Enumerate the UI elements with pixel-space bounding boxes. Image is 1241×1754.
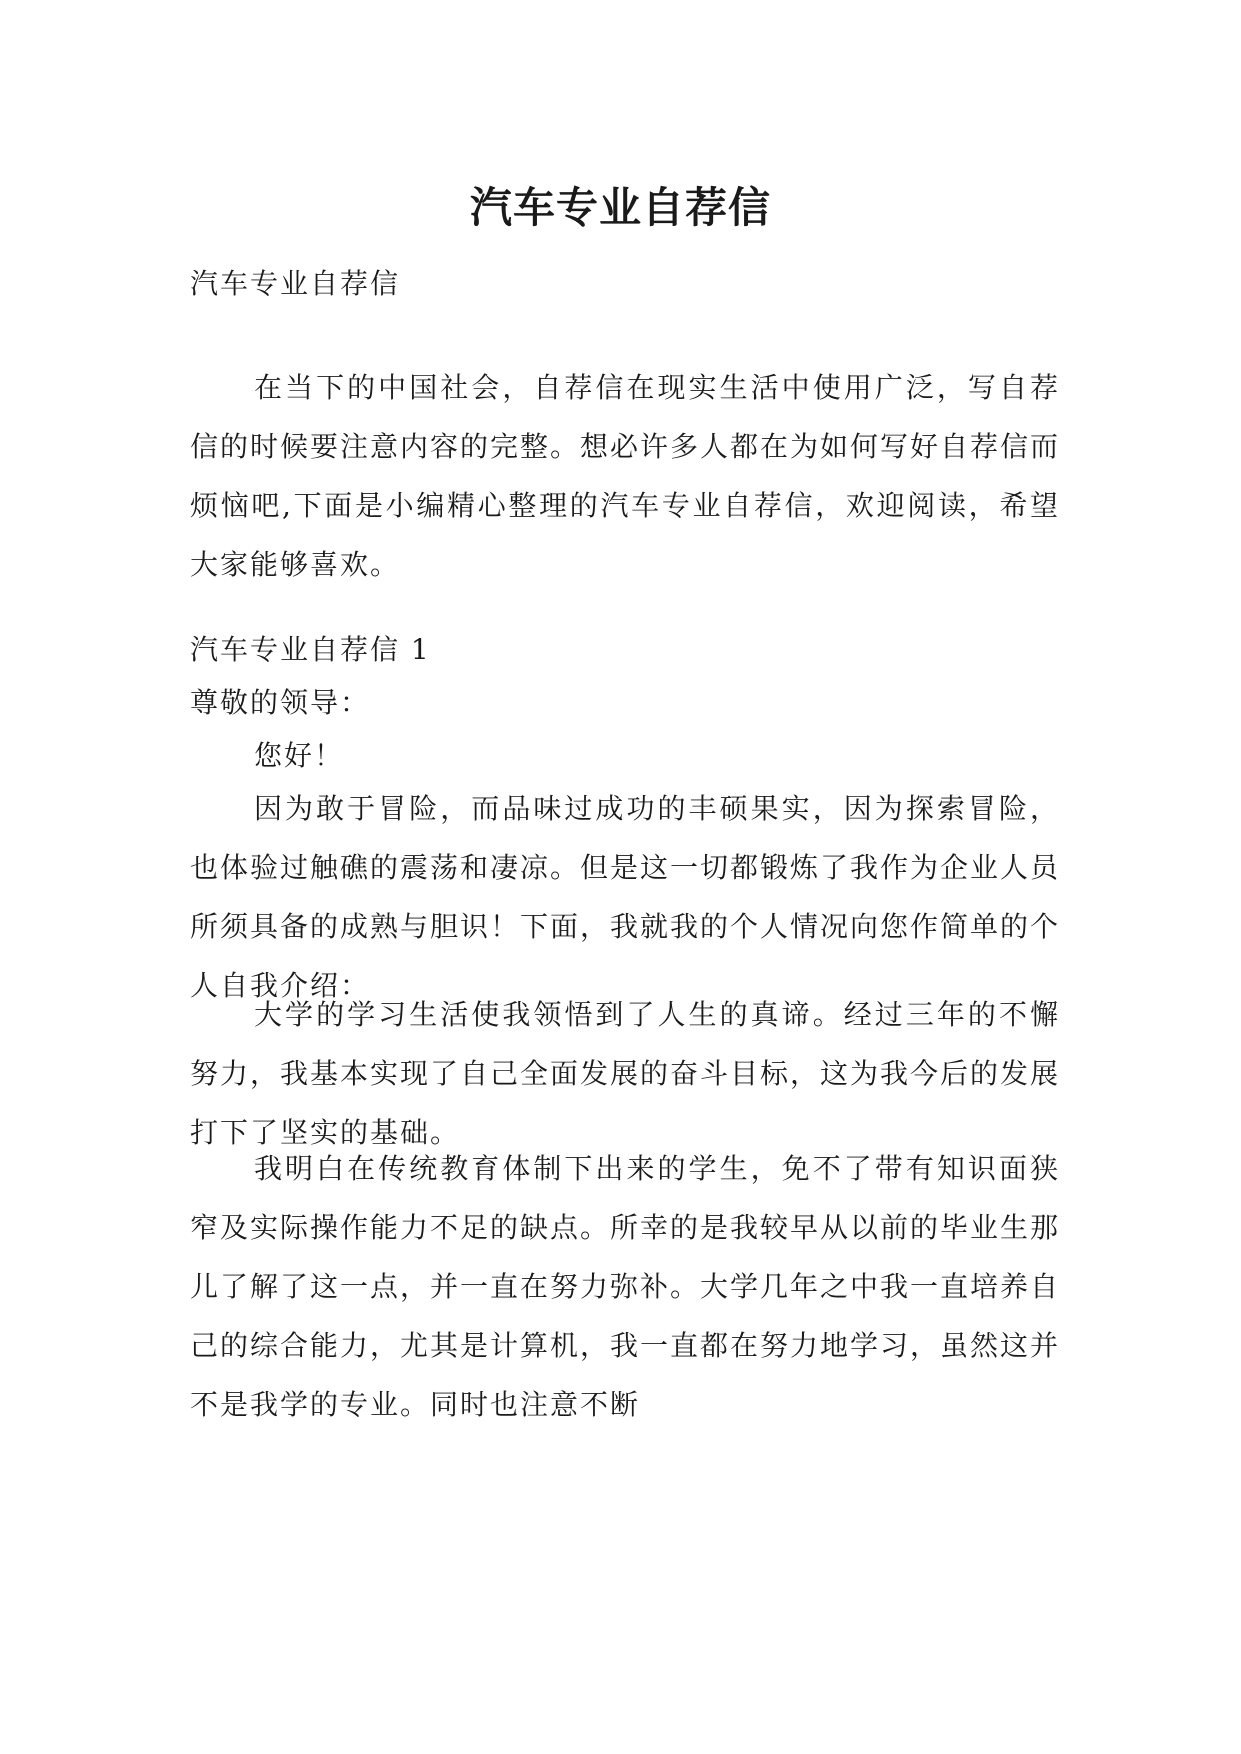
document-title: 汽车专业自荐信 [469,183,771,233]
body-paragraph-2: 大学的学习生活使我领悟到了人生的真谛。经过三年的不懈努力，我基本实现了自己全面发展的奋斗目标，这为我今后的发展打下了坚实的基础。 [190,998,1061,1149]
salutation: 尊敬的领导： [190,686,371,719]
body-paragraph-1: 因为敢于冒险，而品味过成功的丰硕果实，因为探索冒险，也体验过触礁的震荡和凄凉。但是这一切都锻炼了我作为企业人员所须具备的成熟与胆识！下面，我就我的个人情况向您作简单的个人自我介绍： [190,792,1061,1002]
body-paragraph-3: 我明白在传统教育体制下出来的学生，免不了带有知识面狭窄及实际操作能力不足的缺点。所幸的是我较早从以前的毕业生那儿了解了这一点，并一直在努力弥补。大学几年之中我一直培养自己的综合能力，尤其是计算机，我一直都在努力地学习，虽然这并不是我学的专业。同时也注意不断 [190,1152,1061,1421]
intro-paragraph: 在当下的中国社会，自荐信在现实生活中使用广泛，写自荐信的时候要注意内容的完整。想必许多人都在为如何写好自荐信而烦恼吧,下面是小编精心整理的汽车专业自荐信，欢迎阅读，希望大家能够喜欢。 [190,371,1061,581]
document-subtitle: 汽车专业自荐信 [190,267,401,300]
letter-heading: 汽车专业自荐信 1 [190,633,431,666]
greeting: 您好！ [254,739,345,772]
